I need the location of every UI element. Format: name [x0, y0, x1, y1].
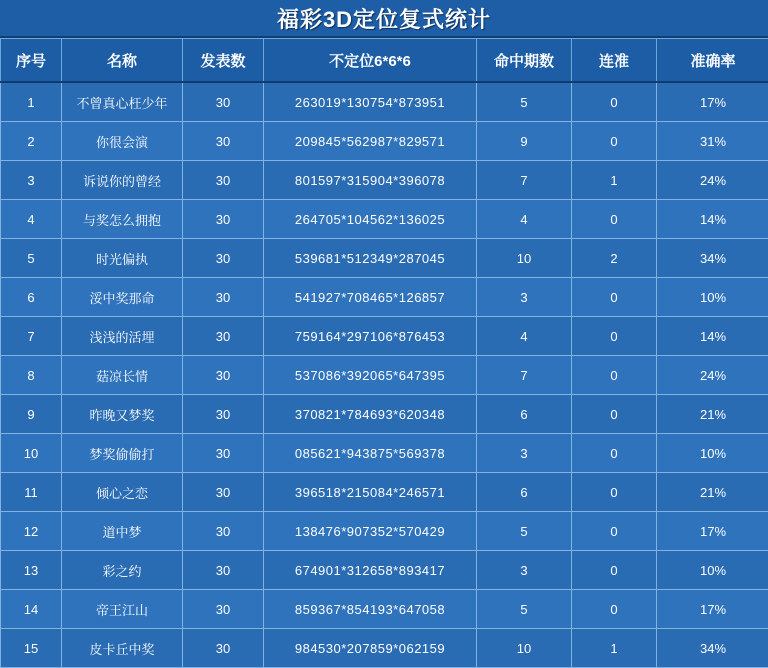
cell-hits: 3: [477, 434, 572, 473]
cell-numbers: 138476*907352*570429: [264, 512, 477, 551]
cell-streak: 0: [572, 278, 657, 317]
cell-hits: 3: [477, 551, 572, 590]
cell-numbers: 984530*207859*062159: [264, 629, 477, 668]
cell-accuracy: 34%: [657, 239, 768, 278]
cell-name: 道中梦: [62, 512, 183, 551]
cell-hits: 9: [477, 122, 572, 161]
cell-index: 3: [1, 161, 62, 200]
table-row: [1, 629, 768, 668]
cell-numbers: 539681*512349*287045: [264, 239, 477, 278]
column-header-index: 序号: [1, 39, 62, 83]
cell-streak: 0: [572, 200, 657, 239]
cell-hits: 5: [477, 590, 572, 629]
cell-index: 14: [1, 590, 62, 629]
cell-index: 10: [1, 434, 62, 473]
cell-streak: 0: [572, 82, 657, 122]
page-title: 福彩3D定位复式统计: [277, 3, 491, 34]
cell-accuracy: 21%: [657, 395, 768, 434]
table-header: [1, 39, 768, 83]
cell-numbers: 396518*215084*246571: [264, 473, 477, 512]
column-header-numbers: 不定位6*6*6: [264, 39, 477, 83]
cell-hits: 5: [477, 512, 572, 551]
cell-accuracy: 10%: [657, 434, 768, 473]
cell-count: 30: [183, 473, 264, 512]
cell-accuracy: 31%: [657, 122, 768, 161]
cell-name: 倾心之恋: [62, 473, 183, 512]
column-header-streak: 连准: [572, 39, 657, 83]
cell-numbers: 541927*708465*126857: [264, 278, 477, 317]
cell-streak: 0: [572, 473, 657, 512]
table-row: [1, 317, 768, 356]
cell-count: 30: [183, 161, 264, 200]
cell-name: 不曾真心枉少年: [62, 82, 183, 122]
cell-accuracy: 10%: [657, 278, 768, 317]
cell-index: 4: [1, 200, 62, 239]
cell-index: 2: [1, 122, 62, 161]
cell-index: 11: [1, 473, 62, 512]
cell-hits: 4: [477, 200, 572, 239]
page-title-bar: [0, 0, 768, 38]
cell-name: 彩之约: [62, 551, 183, 590]
cell-streak: 0: [572, 122, 657, 161]
cell-numbers: 209845*562987*829571: [264, 122, 477, 161]
cell-numbers: 085621*943875*569378: [264, 434, 477, 473]
cell-count: 30: [183, 356, 264, 395]
cell-hits: 6: [477, 473, 572, 512]
cell-numbers: 759164*297106*876453: [264, 317, 477, 356]
cell-numbers: 801597*315904*396078: [264, 161, 477, 200]
cell-accuracy: 17%: [657, 512, 768, 551]
cell-streak: 1: [572, 161, 657, 200]
cell-count: 30: [183, 512, 264, 551]
cell-count: 30: [183, 239, 264, 278]
cell-name: 皮卡丘中奖: [62, 629, 183, 668]
cell-index: 15: [1, 629, 62, 668]
cell-streak: 0: [572, 512, 657, 551]
cell-count: 30: [183, 551, 264, 590]
cell-name: 与奖怎么拥抱: [62, 200, 183, 239]
cell-streak: 0: [572, 434, 657, 473]
table-row: [1, 278, 768, 317]
cell-name: 时光偏执: [62, 239, 183, 278]
cell-index: 9: [1, 395, 62, 434]
cell-numbers: 674901*312658*893417: [264, 551, 477, 590]
column-header-count: 发表数: [183, 39, 264, 83]
cell-streak: 0: [572, 395, 657, 434]
cell-count: 30: [183, 122, 264, 161]
cell-name: 浅浅的活埋: [62, 317, 183, 356]
cell-numbers: 263019*130754*873951: [264, 82, 477, 122]
table-row: [1, 395, 768, 434]
cell-index: 5: [1, 239, 62, 278]
statistics-table: [0, 38, 768, 668]
table-row: [1, 82, 768, 122]
cell-count: 30: [183, 82, 264, 122]
cell-hits: 7: [477, 356, 572, 395]
cell-name: 梦奖偷偷打: [62, 434, 183, 473]
cell-accuracy: 34%: [657, 629, 768, 668]
table-row: [1, 512, 768, 551]
column-header-name: 名称: [62, 39, 183, 83]
cell-name: 菇凉长情: [62, 356, 183, 395]
table-row: [1, 356, 768, 395]
cell-hits: 4: [477, 317, 572, 356]
cell-hits: 10: [477, 239, 572, 278]
cell-count: 30: [183, 629, 264, 668]
cell-hits: 10: [477, 629, 572, 668]
cell-accuracy: 17%: [657, 82, 768, 122]
cell-index: 13: [1, 551, 62, 590]
cell-numbers: 859367*854193*647058: [264, 590, 477, 629]
cell-accuracy: 10%: [657, 551, 768, 590]
table-row: [1, 239, 768, 278]
table-row: [1, 590, 768, 629]
cell-numbers: 370821*784693*620348: [264, 395, 477, 434]
cell-hits: 7: [477, 161, 572, 200]
cell-numbers: 537086*392065*647395: [264, 356, 477, 395]
cell-index: 1: [1, 82, 62, 122]
cell-streak: 0: [572, 551, 657, 590]
cell-name: 诉说你的曾经: [62, 161, 183, 200]
cell-accuracy: 24%: [657, 161, 768, 200]
cell-index: 8: [1, 356, 62, 395]
cell-name: 昨晚又梦奖: [62, 395, 183, 434]
cell-streak: 2: [572, 239, 657, 278]
cell-index: 12: [1, 512, 62, 551]
cell-count: 30: [183, 278, 264, 317]
table-row: [1, 122, 768, 161]
cell-streak: 0: [572, 317, 657, 356]
cell-numbers: 264705*104562*136025: [264, 200, 477, 239]
table-row: [1, 434, 768, 473]
table-row: [1, 200, 768, 239]
table-header-row: [1, 39, 768, 83]
cell-hits: 3: [477, 278, 572, 317]
column-header-accuracy: 准确率: [657, 39, 768, 83]
cell-name: 浽中奖那命: [62, 278, 183, 317]
cell-count: 30: [183, 434, 264, 473]
cell-count: 30: [183, 317, 264, 356]
table-row: [1, 161, 768, 200]
cell-streak: 0: [572, 356, 657, 395]
cell-name: 你很会演: [62, 122, 183, 161]
table-row: [1, 473, 768, 512]
cell-index: 7: [1, 317, 62, 356]
table-row: [1, 551, 768, 590]
cell-accuracy: 14%: [657, 317, 768, 356]
cell-count: 30: [183, 200, 264, 239]
column-header-hits: 命中期数: [477, 39, 572, 83]
cell-accuracy: 14%: [657, 200, 768, 239]
cell-hits: 5: [477, 82, 572, 122]
cell-accuracy: 21%: [657, 473, 768, 512]
cell-accuracy: 24%: [657, 356, 768, 395]
cell-count: 30: [183, 395, 264, 434]
cell-hits: 6: [477, 395, 572, 434]
table-body: [1, 82, 768, 668]
cell-streak: 0: [572, 590, 657, 629]
cell-index: 6: [1, 278, 62, 317]
cell-count: 30: [183, 590, 264, 629]
cell-streak: 1: [572, 629, 657, 668]
cell-accuracy: 17%: [657, 590, 768, 629]
cell-name: 帝王江山: [62, 590, 183, 629]
